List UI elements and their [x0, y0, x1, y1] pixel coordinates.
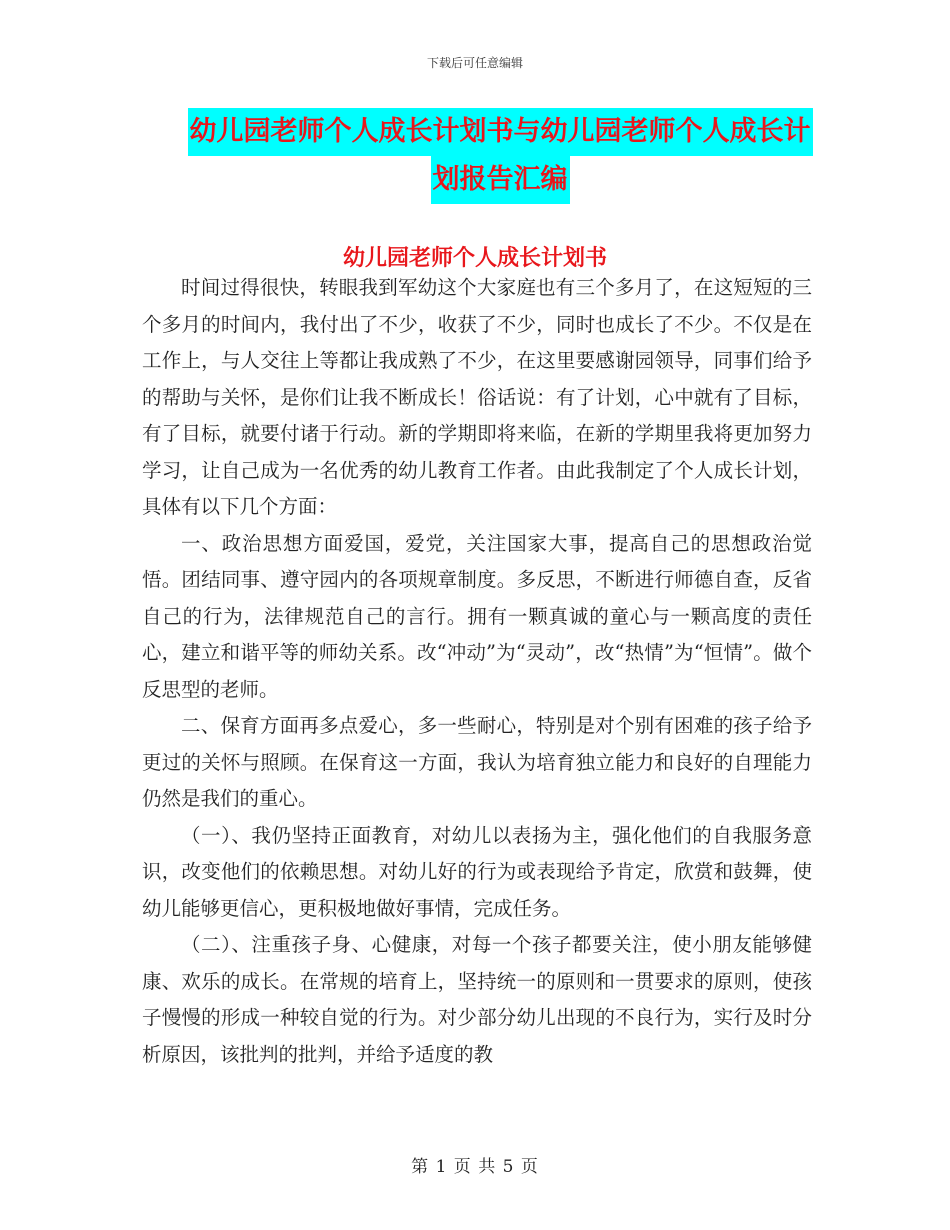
title-line-1: 幼儿园老师个人成长计划书与幼儿园老师个人成长计: [188, 108, 813, 156]
body-text: [142, 270, 812, 1073]
paragraph-item-2: （二）、注重孩子身、心健康，对每一个孩子都要关注，使小朋友能够健康、欢乐的成长。在常规的培育上，坚持统一的原则和一贯要求的原则，使孩子慢慢的形成一种较自觉的行为。对少部分幼儿出现的不良行为，实行及时分析原因，该批判的批判，并给予适度的教: [142, 933, 812, 1066]
title-line-2: 划报告汇编: [431, 156, 570, 204]
document-title: [180, 108, 820, 204]
paragraph-item-1: （一）、我仍坚持正面教育，对幼儿以表扬为主，强化他们的自我服务意识，改变他们的依赖思想。对幼儿好的行为或表现给予肯定，欣赏和鼓舞，使幼儿能够更信心，更积极地做好事情，完成任务。: [142, 823, 812, 920]
header-note: 下载后可任意编辑: [426, 56, 523, 70]
section-title: 幼儿园老师个人成长计划书: [342, 246, 607, 271]
paragraph-political: 一、政治思想方面爱国，爱党，关注国家大事，提高自己的思想政治觉悟。团结同事、遵守园内的各项规章制度。多反思，不断进行师德自查，反省自己的行为，法律规范自己的言行。拥有一颗真诚的童心与一颗高度的责任心，建立和谐平等的师幼关系。改“冲动”为“灵动”，改“热情”为“恒情”。做个反思型的老师。: [142, 531, 812, 701]
page-footer: 第 1 页 共 5 页: [411, 1157, 539, 1177]
paragraph-intro: 时间过得很快，转眼我到军幼这个大家庭也有三个多月了，在这短短的三个多月的时间内，我付出了不少，收获了不少，同时也成长了不少。不仅是在工作上，与人交往上等都让我成熟了不少，在这里要感谢园领导，同事们给予的帮助与关怀，是你们让我不断成长！俗话说：有了计划，心中就有了目标，有了目标，就要付诸于行动。新的学期即将来临，在新的学期里我将更加努力学习，让自己成为一名优秀的幼儿教育工作者。由此我制定了个人成长计划，具体有以下几个方面：: [142, 276, 812, 518]
paragraph-care: 二、保育方面再多点爱心，多一些耐心，特别是对个别有困难的孩子给予更过的关怀与照顾。在保育这一方面，我认为培育独立能力和良好的自理能力仍然是我们的重心。: [142, 714, 812, 810]
